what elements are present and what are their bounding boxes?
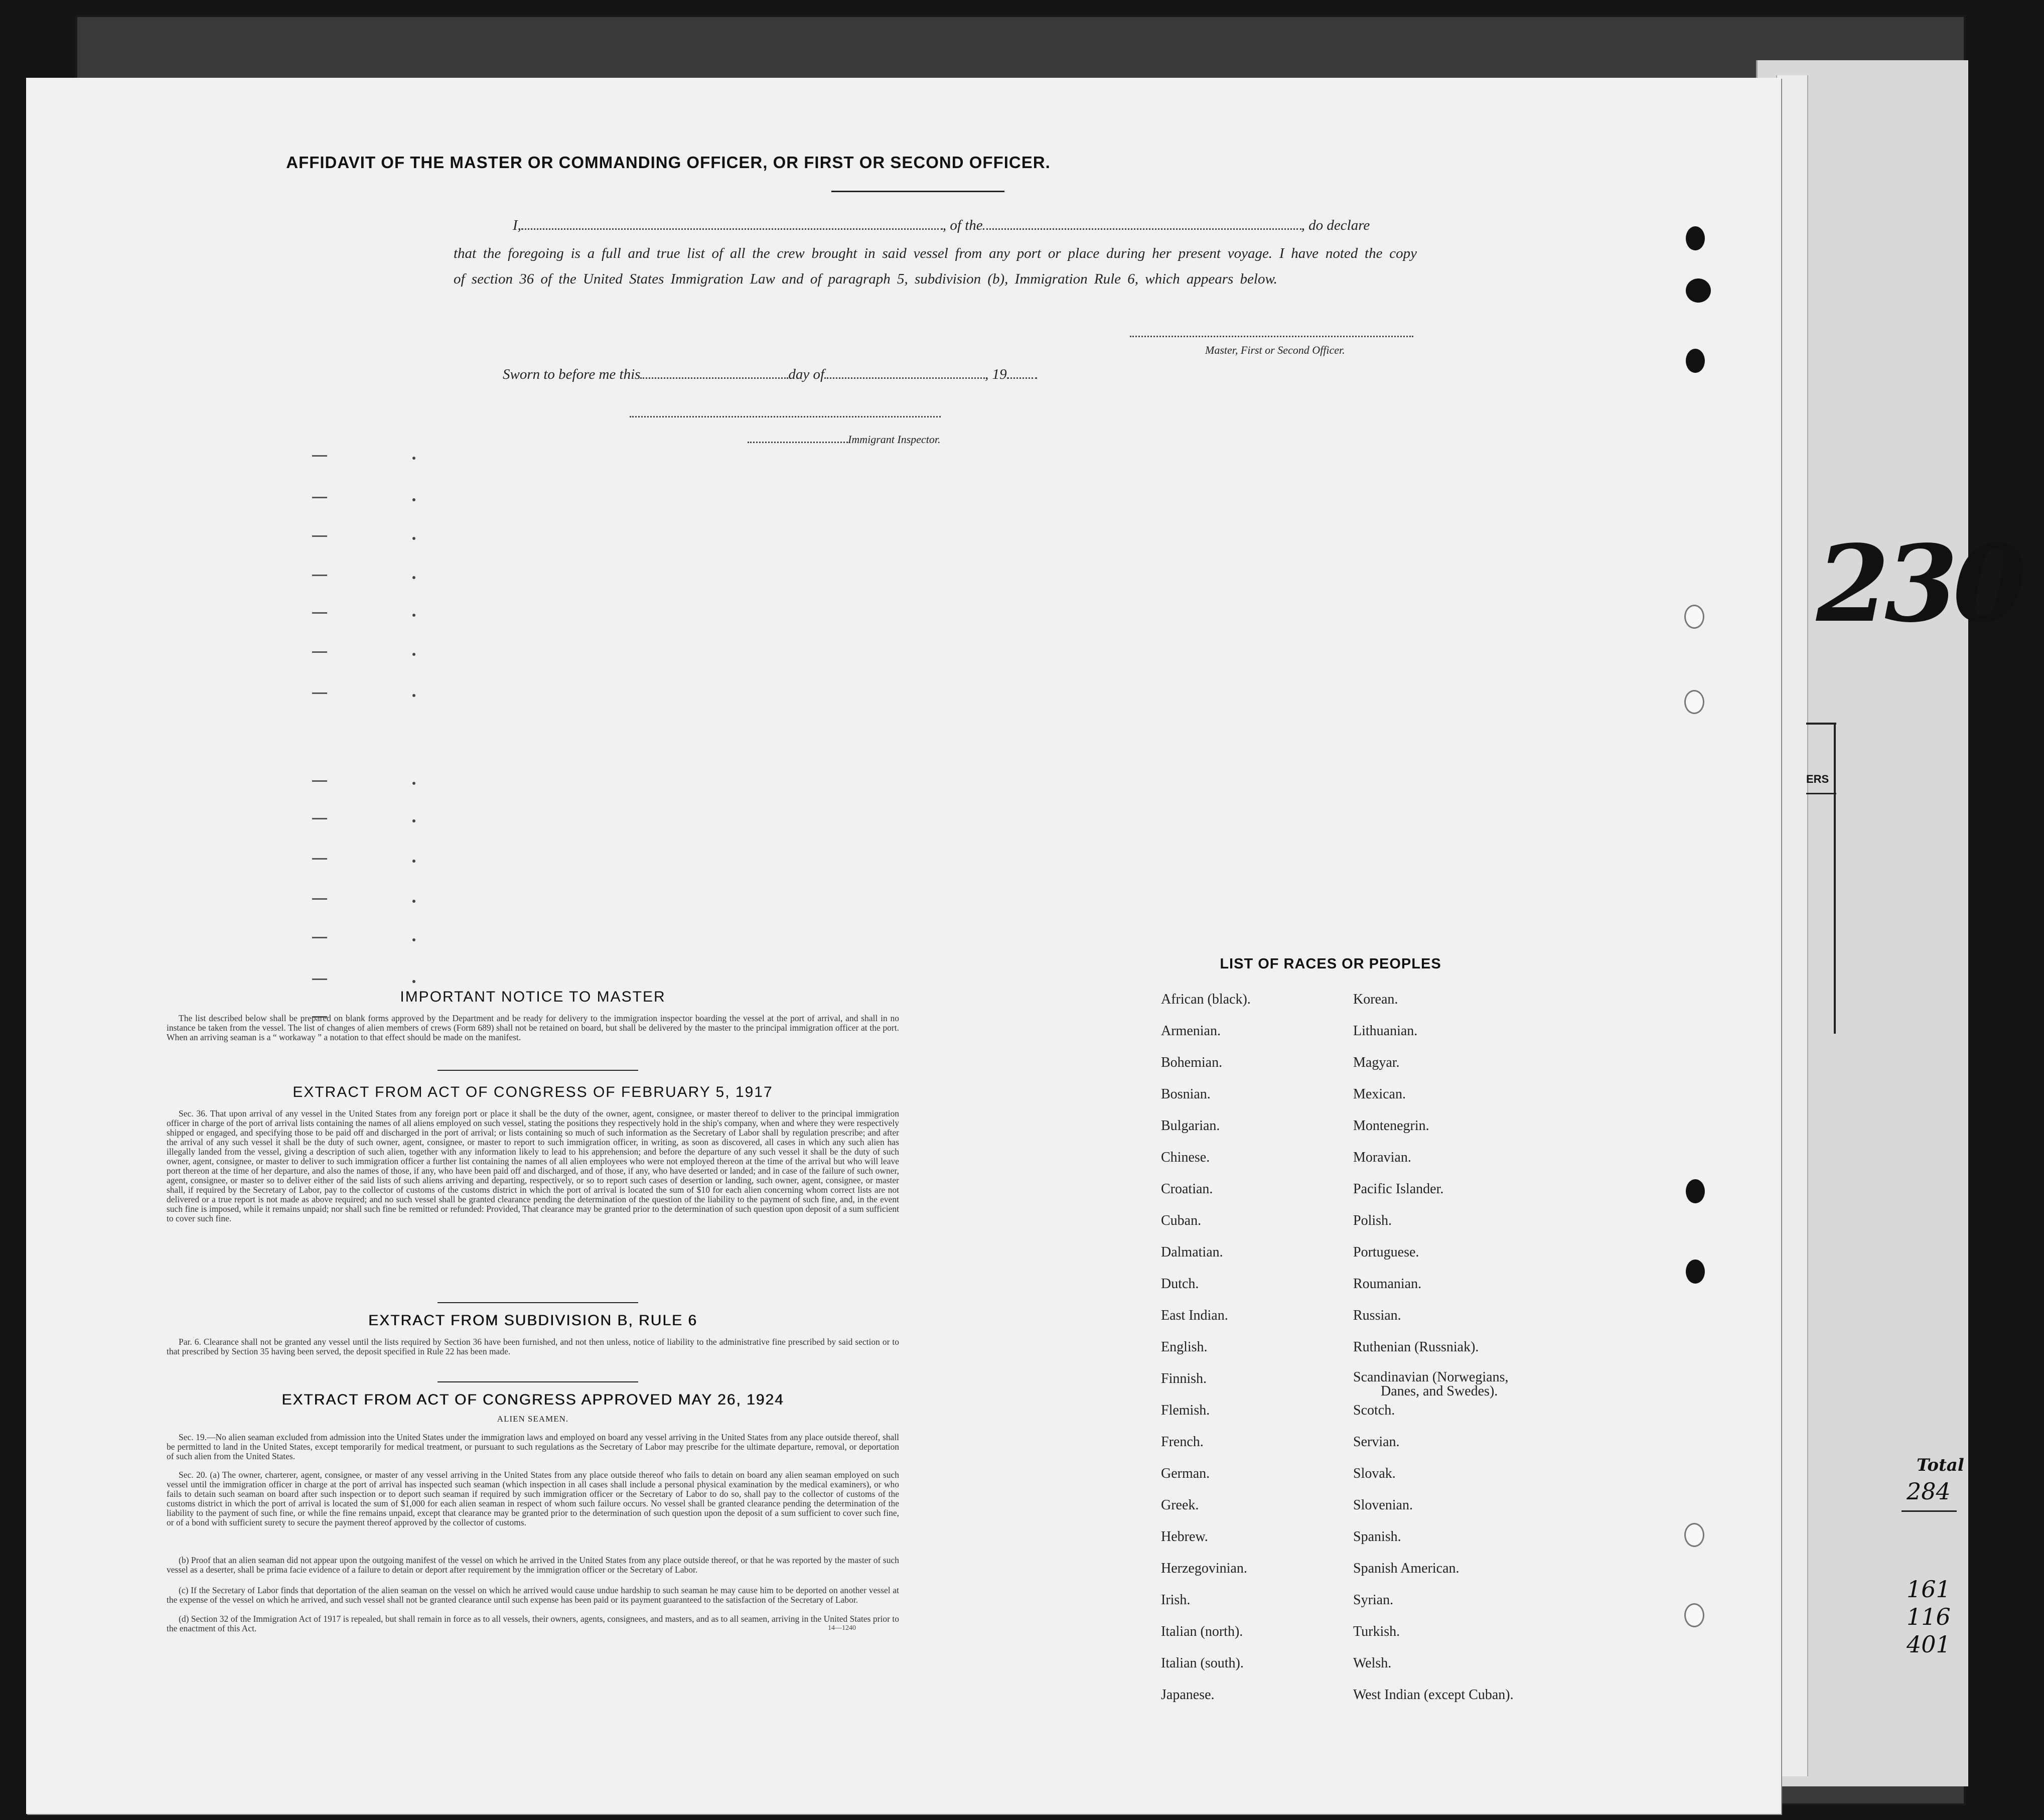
race-item: East Indian. bbox=[1161, 1308, 1228, 1323]
race-item: Spanish. bbox=[1353, 1529, 1401, 1545]
punch-hole bbox=[1684, 605, 1704, 629]
column-header-fragment: ERS bbox=[1806, 773, 1829, 785]
race-item: Hebrew. bbox=[1161, 1529, 1208, 1545]
race-item: Armenian. bbox=[1161, 1023, 1221, 1039]
race-item: Bohemian. bbox=[1161, 1055, 1223, 1070]
race-item: Scotch. bbox=[1353, 1403, 1395, 1418]
margin-mark bbox=[312, 535, 327, 537]
race-item: Flemish. bbox=[1161, 1403, 1210, 1418]
race-item: Italian (south). bbox=[1161, 1655, 1244, 1671]
inspector-caption: Immigrant Inspector. bbox=[848, 433, 941, 446]
race-item: Portuguese. bbox=[1353, 1244, 1419, 1260]
race-item: Dalmatian. bbox=[1161, 1244, 1223, 1260]
extract-rule6-body: Par. 6. Clearance shall not be granted any vessel until the lists required by Section 36 have been furnished, and not then unless, notice of liability to the administrative fine prescribed by said section or to that prescribed by Section 35 having been served, the deposit specified in Rule 22 has been made. bbox=[167, 1337, 899, 1356]
race-item: Chinese. bbox=[1161, 1150, 1210, 1165]
margin-mark bbox=[312, 780, 327, 782]
notice-text bbox=[167, 1014, 899, 1042]
affidavit-title: AFFIDAVIT OF THE MASTER OR COMMANDING OFFICER, OR FIRST OR SECOND OFFICER. bbox=[286, 153, 1051, 172]
extract-1924-subtitle: ALIEN SEAMEN. bbox=[497, 1414, 569, 1424]
total-value: 284 bbox=[1907, 1478, 1951, 1505]
punch-hole bbox=[1684, 1523, 1704, 1547]
race-item: Roumanian. bbox=[1353, 1276, 1422, 1292]
margin-mark bbox=[312, 937, 327, 938]
race-item: Russian. bbox=[1353, 1308, 1401, 1323]
race-item: Herzegovinian. bbox=[1161, 1561, 1247, 1576]
margin-mark bbox=[312, 858, 327, 860]
race-item: Turkish. bbox=[1353, 1624, 1400, 1639]
race-item: Croatian. bbox=[1161, 1181, 1213, 1197]
declarant-label: I, bbox=[513, 217, 521, 233]
vessel-label: , of the bbox=[942, 217, 983, 233]
officer-signature-field[interactable] bbox=[1130, 329, 1413, 337]
tally-number: 401 bbox=[1907, 1631, 1951, 1658]
inspector-signature-field[interactable] bbox=[630, 409, 941, 417]
sworn-day-field[interactable] bbox=[640, 370, 788, 379]
notice-title: IMPORTANT NOTICE TO MASTER bbox=[400, 989, 666, 1005]
section-20c-text bbox=[167, 1586, 899, 1605]
punch-hole bbox=[1684, 690, 1704, 714]
race-item: Finnish. bbox=[1161, 1371, 1207, 1386]
tally-number: 161 bbox=[1907, 1576, 1951, 1603]
sworn-year-label: , 19 bbox=[985, 366, 1007, 382]
margin-mark bbox=[412, 980, 415, 983]
punch-hole bbox=[1686, 349, 1705, 373]
section-rule bbox=[437, 1070, 638, 1071]
margin-mark bbox=[412, 782, 415, 785]
race-item: German. bbox=[1161, 1466, 1210, 1481]
race-item: Servian. bbox=[1353, 1434, 1400, 1450]
document-page bbox=[26, 78, 1781, 1814]
section-20d-body: (d) Section 32 of the Immigration Act of 1917 is repealed, but shall remain in force as to all vessels, their owners, agents, consignees, and masters, and as to all seamen, arriving in the United States prior to the enactment of this Act. bbox=[167, 1614, 899, 1633]
race-item-continued: Danes, and Swedes). bbox=[1381, 1383, 1498, 1399]
officer-signature-caption: Master, First or Second Officer. bbox=[1205, 344, 1345, 356]
race-item: Bosnian. bbox=[1161, 1086, 1211, 1102]
race-item: Japanese. bbox=[1161, 1687, 1215, 1703]
punch-hole bbox=[1684, 1603, 1704, 1627]
section-19-text bbox=[167, 1433, 899, 1461]
margin-mark bbox=[412, 819, 415, 822]
race-item: West Indian (except Cuban). bbox=[1353, 1687, 1514, 1703]
margin-mark bbox=[412, 860, 415, 863]
race-item: Scandinavian (Norwegians, bbox=[1353, 1369, 1509, 1385]
race-item: English. bbox=[1161, 1339, 1208, 1355]
race-item: Greek. bbox=[1161, 1497, 1199, 1513]
race-item: Korean. bbox=[1353, 992, 1398, 1007]
margin-mark bbox=[312, 818, 327, 819]
declarant-name-field[interactable] bbox=[521, 221, 943, 230]
margin-mark bbox=[412, 537, 415, 540]
section-20b-text bbox=[167, 1556, 899, 1575]
margin-mark bbox=[412, 694, 415, 697]
race-item: Magyar. bbox=[1353, 1055, 1400, 1070]
race-item: Polish. bbox=[1353, 1213, 1392, 1228]
race-item: Slovak. bbox=[1353, 1466, 1396, 1481]
race-item: Ruthenian (Russniak). bbox=[1353, 1339, 1479, 1355]
section-20c-body: (c) If the Secretary of Labor finds that deportation of the alien seaman on the vessel on which he arrived would cause undue hardship to such seaman he may cause him to be deported on another vessel at the expense of the vessel on which he arrived, and such vessel shall not be granted clearance until such expense has been paid or its payment guaranteed to the satisfaction of the Secretary of Labor. bbox=[167, 1585, 899, 1605]
margin-mark bbox=[312, 898, 327, 900]
race-item: Moravian. bbox=[1353, 1150, 1411, 1165]
race-item: Cuban. bbox=[1161, 1213, 1202, 1228]
total-label: Total bbox=[1917, 1455, 1964, 1475]
underline bbox=[1902, 1510, 1957, 1512]
margin-mark bbox=[412, 614, 415, 617]
tally-number: 116 bbox=[1907, 1603, 1951, 1630]
race-item: Montenegrin. bbox=[1353, 1118, 1429, 1134]
sworn-year-field[interactable] bbox=[1007, 370, 1037, 379]
section-rule bbox=[437, 1302, 638, 1303]
race-item: Lithuanian. bbox=[1353, 1023, 1418, 1039]
section-20a-body: Sec. 20. (a) The owner, charterer, agent, consignee, or master of any vessel arriving in the United States from any place outside thereof who fails to detain on board any alien seaman employed on such vessel until the immigration officer in charge at the port of arrival has inspected such seaman (which inspection in all cases shall include a personal physical examination by the medical examiners), or who fails to detain such seaman on board after such inspection or to deport such seaman if required by such immigration officer or the Secretary of Labor to do so, shall pay to the collector of customs of the customs district in which the port of arrival is located the sum of $1,000 for each alien seaman in respect of whom such failure occurs. No vessel shall be granted clearance pending the determination of the liability to the payment of such fine, or while the fine remains unpaid, except that clearance may be granted prior to the determination of such question upon the deposit of a sum sufficient to cover such fine, or of a bond with sufficient surety to secure the payment thereof approved by the collector of customs. bbox=[167, 1470, 899, 1527]
extract-1924-title: EXTRACT FROM ACT OF CONGRESS APPROVED MAY 26, 1924 bbox=[281, 1391, 784, 1408]
margin-mark bbox=[412, 498, 415, 501]
punch-hole bbox=[1686, 226, 1705, 250]
sworn-label: Sworn to before me this bbox=[503, 366, 641, 382]
notice-text-body: The list described below shall be prepared on blank forms approved by the Department and be ready for delivery to the immigration inspector boarding the vessel at the port of arrival, and shall in no instance be taken from the vessel. The list of changes of alien members of crews (Form 689) shall not be retained on board, but shall be delivered by the master to the principal immigration officer at the port. When an arriving seaman is a “ workaway ” a notation to that effect should be made on the manifest. bbox=[167, 1013, 899, 1042]
margin-mark bbox=[412, 576, 415, 579]
race-item: African (black). bbox=[1161, 992, 1251, 1007]
section-rule bbox=[437, 1381, 638, 1382]
margin-mark bbox=[312, 651, 327, 653]
race-item: Dutch. bbox=[1161, 1276, 1199, 1292]
extract-rule6-text bbox=[167, 1337, 899, 1356]
race-item: Bulgarian. bbox=[1161, 1118, 1220, 1134]
table-border bbox=[1834, 723, 1836, 1034]
section-20a-text bbox=[167, 1470, 899, 1527]
inspector-caption-dots bbox=[748, 438, 848, 443]
table-border bbox=[1806, 793, 1836, 794]
extract-1917-text bbox=[167, 1109, 899, 1223]
extract-1917-body: Sec. 36. That upon arrival of any vessel in the United States from any foreign port or place it shall be the duty of the owner, agent, consignee, or master thereof to deliver to the principal immigration officer in charge of the port of arrival lists containing the names of all aliens employed on such vessel, stating the positions they respectively hold in the ship's company, when and where they were respectively shipped or engaged, and specifying those to be paid off and discharged in the port of arrival; or lists containing so much of such information as the Secretary of Labor shall by regulation prescribe; and after the arrival of any such vessel it shall be the duty of such owner, agent, consignee, or master to report to such immigration officer, in writing, as soon as discovered, all cases in which any such alien has illegally landed from the vessel, giving a description of such alien, together with any information likely to lead to his apprehension; and before the departure of any such vessel it shall be the duty of such owner, agent, consignee, or master to deliver to such immigration officer a further list containing the names of all alien employees who were not employed thereon at the time of the arrival but who will leave port thereon at the time of her departure, and also the names of those, if any, who have been paid off and discharged, and of those, if any, who have deserted or landed; and in case of the failure of such owner, agent, consignee, or master so to deliver either of the said lists of such aliens arriving and departing, respectively, or so to report such cases of desertion or landing, such owner, agent, consignee, or master shall, if required by the Secretary of Labor, pay to the collector of customs of the customs district in which the port of arrival is located the sum of $10 for each alien concerning whom correct lists are not delivered or a true report is not made as above required; and no such vessel shall be granted clearance pending the determination of the question of the liability to the payment of such fine, and, in the event such fine is imposed, while it remains unpaid; nor shall such fine be remitted or refunded: Provided, That clearance may be granted prior to the determination of such question upon deposit of a sum sufficient to cover such fine. bbox=[167, 1108, 899, 1223]
punch-hole bbox=[1686, 278, 1711, 303]
section-19-body: Sec. 19.—No alien seaman excluded from admission into the United States under the immigration laws and employed on board any vessel arriving in the United States from any place outside thereof, shall be permitted to land in the United States, except temporarily for medical treatment, or pursuant to such regulations as the Secretary of Labor may prescribe for the ultimate departure, removal, or deportation of such alien from the United States. bbox=[167, 1432, 899, 1461]
race-item: Mexican. bbox=[1353, 1086, 1406, 1102]
margin-mark bbox=[312, 497, 327, 498]
punch-hole bbox=[1686, 1259, 1705, 1284]
margin-mark bbox=[412, 938, 415, 941]
declare-label: , do declare bbox=[1301, 217, 1370, 233]
race-item: Pacific Islander. bbox=[1353, 1181, 1444, 1197]
margin-mark bbox=[312, 455, 327, 457]
race-item: Slovenian. bbox=[1353, 1497, 1413, 1513]
races-list-title: LIST OF RACES OR PEOPLES bbox=[1220, 956, 1441, 972]
race-item: Syrian. bbox=[1353, 1592, 1394, 1608]
section-20d-text bbox=[167, 1614, 899, 1633]
race-item: Italian (north). bbox=[1161, 1624, 1243, 1639]
table-border bbox=[1806, 723, 1836, 725]
sworn-day-of-label: day of bbox=[788, 366, 825, 382]
form-number: 14—1240 bbox=[828, 1624, 856, 1632]
margin-mark bbox=[412, 457, 415, 460]
race-item: Irish. bbox=[1161, 1592, 1191, 1608]
affidavit-declaration-line bbox=[513, 217, 1370, 234]
margin-mark bbox=[312, 575, 327, 576]
sworn-line bbox=[503, 366, 1037, 383]
punch-hole bbox=[1686, 1179, 1705, 1203]
handwritten-number: 230 bbox=[1816, 522, 2021, 646]
extract-1917-title: EXTRACT FROM ACT OF CONGRESS OF FEBRUARY 5, 1917 bbox=[293, 1084, 773, 1100]
section-20b-body: (b) Proof that an alien seaman did not appear upon the outgoing manifest of the vessel on which he arrived in the United States from any place outside thereof, or that he was reported by the master of such vessel as a deserter, shall be prima facie evidence of a failure to detain or deport after requirement by the immigration officer or the Secretary of Labor. bbox=[167, 1555, 899, 1575]
underlying-manifest-fragment bbox=[1806, 70, 2021, 1776]
margin-mark bbox=[312, 612, 327, 614]
sworn-month-field[interactable] bbox=[824, 370, 985, 379]
margin-mark bbox=[412, 653, 415, 656]
title-rule bbox=[831, 191, 1004, 192]
race-item: Spanish American. bbox=[1353, 1561, 1459, 1576]
margin-mark bbox=[312, 692, 327, 694]
race-item: Welsh. bbox=[1353, 1655, 1392, 1671]
affidavit-statement: that the foregoing is a full and true list of all the crew brought in said vessel from any port or place during her present voyage. I have noted the copy of section 36 of the United States Immigration Law and of paragraph 5, subdivision (b), Immigration Rule 6, which appears below. bbox=[454, 245, 1417, 287]
margin-mark bbox=[412, 900, 415, 903]
extract-rule6-title: EXTRACT FROM SUBDIVISION B, RULE 6 bbox=[368, 1312, 697, 1329]
race-item: French. bbox=[1161, 1434, 1204, 1450]
vessel-name-field[interactable] bbox=[983, 221, 1301, 230]
margin-mark bbox=[312, 978, 327, 980]
inspector-caption-line bbox=[748, 433, 941, 446]
